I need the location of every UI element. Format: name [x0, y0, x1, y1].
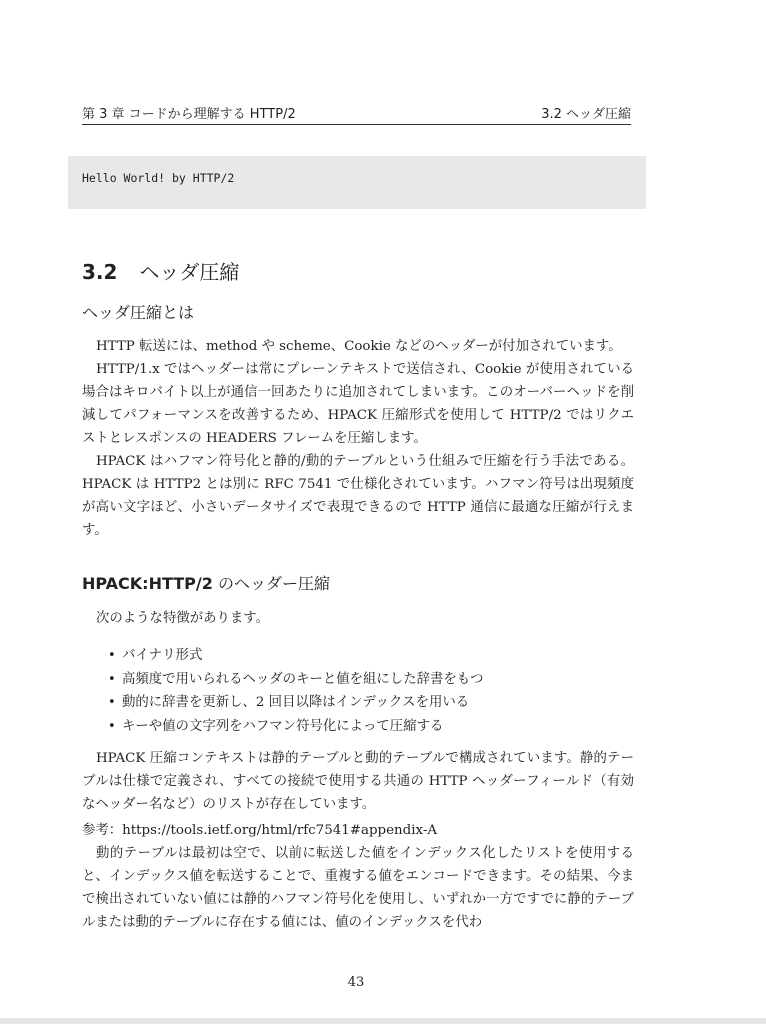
paragraph-hpack-huffman: HPACK はハフマン符号化と静的/動的テーブルという仕組みで圧縮を行う手法である。HPACK は HTTP2 とは別に RFC 7541 で仕様化されています。ハフマン符号は出現頻度が高い文字ほど、小さいデータサイズで表現できるので HTTP 通信に最適な圧縮が行えます。	[82, 454, 634, 538]
subsection-title-header-compression	[82, 300, 194, 323]
bullet-icon: •	[108, 695, 116, 710]
paragraph-features-intro: 次のような特徴があります。	[96, 611, 270, 626]
running-header-chapter: 第 3 章 コードから理解する HTTP/2	[82, 107, 296, 122]
paragraph-dynamic-table: 動的テーブルは最初は空で、以前に転送した値をインデックス化したリストを使用すると、インデックス値を転送することで、重複する値をエンコードできます。その結果、今まで検出されていない値には静的ハフマン符号化を使用し、いずれか一方ですでに静的テーブルまたは動的テーブルに存在する値には、値のインデックスを代わ	[82, 846, 634, 930]
section-number: 3.2	[82, 260, 118, 284]
list-item	[82, 715, 622, 739]
feature-list	[82, 644, 622, 738]
code-text: Hello World! by HTTP/2	[82, 171, 235, 185]
list-item	[82, 691, 622, 715]
running-header	[82, 100, 631, 125]
subsection-title-text: ヘッダ圧縮とは	[82, 303, 195, 322]
viewer-bottom-bar	[0, 1018, 766, 1024]
paragraph-reference: 参考：https://tools.ietf.org/html/rfc7541#appendix-A	[82, 823, 438, 838]
bullet-icon: •	[108, 648, 116, 663]
page-number: 43	[347, 975, 365, 990]
section-title-text: ヘッダ圧縮	[139, 260, 240, 284]
list-item-text: 動的に辞書を更新し、2 回目以降はインデックスを用いる	[122, 695, 470, 710]
list-item	[82, 644, 622, 668]
paragraph-http1-overhead: HTTP/1.x ではヘッダーは常にプレーンテキストで送信され、Cookie が使用されている場合はキロバイト以上が通信一回あたりに追加されてしまいます。このオーバーヘッドを削減してパフォーマンスを改善するため、HPACK 圧縮形式を使用して HTTP/2 ではリクエストとレスポンスの HEADERS フレームを圧縮します。	[82, 362, 634, 446]
list-item-text: キーや値の文字列をハフマン符号化によって圧縮する	[122, 718, 444, 734]
paragraph-http-headers: HTTP 転送には、method や scheme、Cookie などのヘッダーが付加されています。	[96, 339, 622, 354]
list-item-text: 高頻度で用いられるヘッダのキーと値を組にした辞書をもつ	[122, 671, 484, 687]
subsection-title-bold: HPACK:HTTP/2	[82, 574, 213, 593]
bullet-icon: •	[108, 671, 116, 687]
section-title	[82, 256, 239, 285]
list-item	[82, 668, 622, 692]
list-item-text: バイナリ形式	[122, 648, 203, 663]
running-header-section: 3.2 ヘッダ圧縮	[541, 107, 631, 122]
bullet-icon: •	[108, 718, 116, 734]
paragraph-hpack-context: HPACK 圧縮コンテキストは静的テーブルと動的テーブルで構成されています。静的テーブルは仕様で定義され、すべての接続で使用する共通の HTTP ヘッダーフィールド（有効なヘッダー名など）のリストが存在しています。	[82, 751, 634, 812]
subsection-title-hpack	[82, 571, 330, 594]
subsection-title-rest: のヘッダー圧縮	[212, 574, 330, 593]
code-block	[68, 156, 646, 209]
